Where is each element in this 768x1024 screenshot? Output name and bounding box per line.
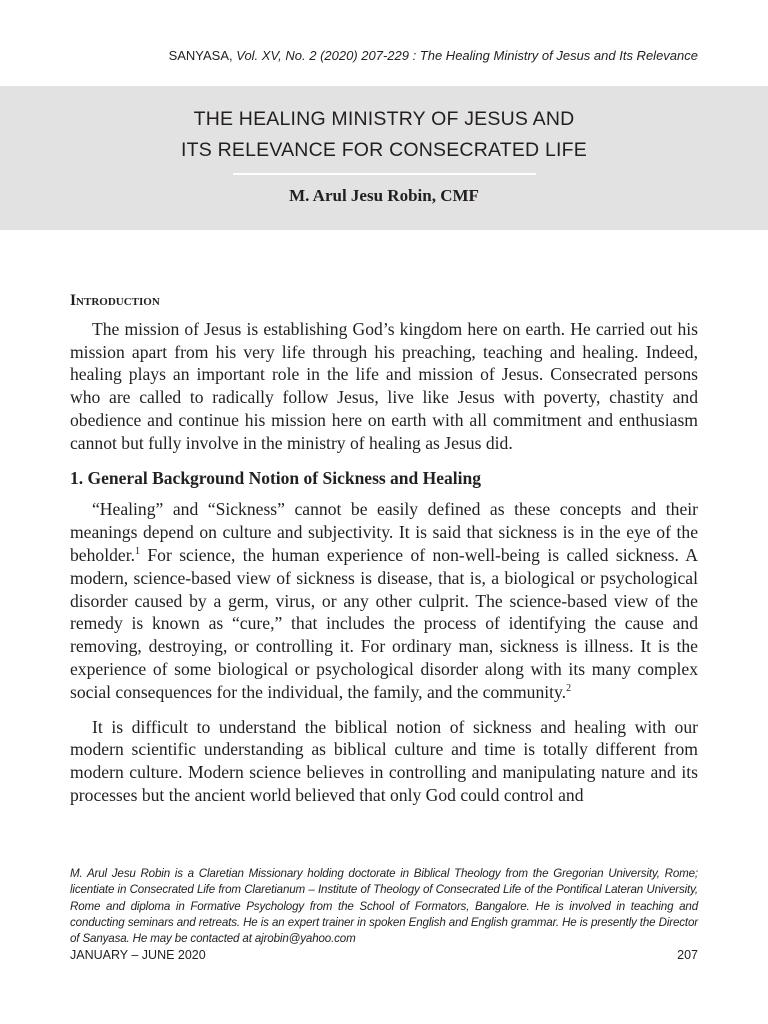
introduction-paragraph: The mission of Jesus is establishing God’s kingdom here on earth. He carried out his mission apart from his very life through his preaching, teaching and healing. Indeed, healing plays an important role in the life and mission of Jesus. Consecrated persons who are called to radically follow Jesus, live like Jesus with poverty, chastity and obedience and continue his mission here on earth with all commitment and enthusiasm cannot but fully involve in the ministry of healing as Jesus did.: [70, 318, 698, 453]
paragraph-text: “Healing” and “Sickness” cannot be easily defined as these concepts and their meanings depend on culture and subjectivity. It is said that sickness is in the eye of the beholder.: [70, 499, 698, 565]
title-divider: [233, 173, 536, 175]
section-1-heading: 1. General Background Notion of Sickness and Healing: [70, 467, 481, 488]
title-line-2: ITS RELEVANCE FOR CONSECRATED LIFE: [181, 139, 587, 161]
journal-name: SANYASA,: [168, 48, 233, 63]
section-1-paragraph-1: [70, 498, 698, 703]
footnote-ref-2[interactable]: 2: [566, 682, 572, 694]
page-number: 207: [677, 948, 698, 962]
author-footnote: M. Arul Jesu Robin is a Claretian Missionary holding doctorate in Biblical Theology from the Gregorian University, Rome; licentiate in Consecrated Life from Claretianum – Institute of Theology of Consecrated Life of the Pontifical Lateran University, Rome and diploma in Formative Psychology from the School of Formators, Bangalore. He is involved in teaching and conducting seminars and retreats. He is an expert trainer in spoken English and English grammar. He is presently the Director of Sanyasa. He may be contacted at ajrobin@yahoo.com: [70, 867, 698, 946]
footnote-ref-1[interactable]: 1: [134, 545, 140, 557]
article-title: [0, 104, 768, 166]
introduction-heading: Introduction: [70, 292, 160, 309]
article-body: [70, 290, 698, 807]
issue-date: JANUARY – JUNE 2020: [70, 948, 206, 962]
author-name: M. Arul Jesu Robin, CMF: [289, 186, 479, 205]
section-1-paragraph-2: It is difficult to understand the biblical notion of sickness and healing with our modern scientific understanding as biblical culture and time is totally different from modern culture. Modern science believes in controlling and manipulating nature and its processes but the ancient world believed that only God could control and: [70, 716, 698, 805]
paragraph-text: For science, the human experience of non-well-being is called sickness. A modern, science-based view of sickness is disease, that is, a biological or psychological disorder caused by a germ, virus, or any other culprit. The science-based view of the remedy is known as “cure,” that includes the process of identifying the cause and removing, destroying, or controlling it. For ordinary man, sickness is illness. It is the experience of some biological or psychological disorder along with its many complex social consequences for the individual, the family, and the community.: [70, 544, 698, 702]
journal-citation: Vol. XV, No. 2 (2020) 207-229 : The Healing Ministry of Jesus and Its Relevance: [236, 48, 698, 63]
running-head: [0, 48, 698, 63]
title-line-1: THE HEALING MINISTRY OF JESUS AND: [193, 108, 575, 130]
